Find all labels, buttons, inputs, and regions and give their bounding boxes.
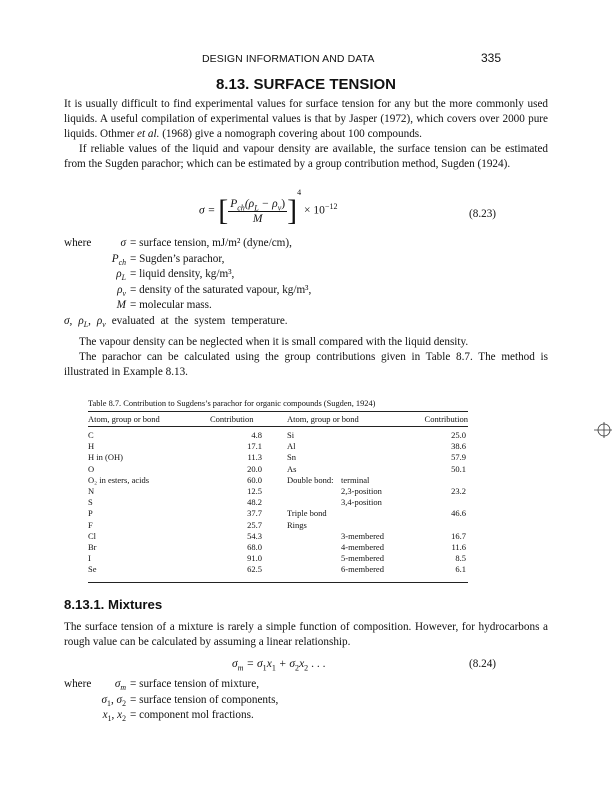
section-title: 8.13. SURFACE TENSION: [215, 76, 397, 93]
table-cell-atom: As: [287, 463, 297, 474]
table-cell-subtype: 3-membered: [341, 530, 384, 541]
table-cell-subtype: 3,4-position: [341, 497, 382, 508]
crop-mark-icon: [592, 420, 612, 440]
table-row: [88, 542, 468, 553]
table-cell-value: 54.3: [247, 530, 262, 541]
table-cell-value: 20.0: [247, 463, 262, 474]
paragraph-1: It is usually difficult to find experimental values for surface tension for any but the more commonly used liquids. A useful compilation of experimental values is that by Jasper (1972), which covers over 2000 pure liquids. Othmer et al. (1968) give a nomograph covering about 100 compounds.: [64, 98, 548, 140]
def-row: $\rho_L$ = liquid density, kg/m³,: [116, 268, 235, 283]
def-row: $x_1$, $x_2$ = component mol fractions.: [102, 709, 254, 724]
eq-lhs: σ =: [199, 204, 216, 217]
table-header: Contribution: [424, 414, 468, 424]
table-cell-value: 4.8: [251, 430, 262, 440]
table-caption: Table 8.7. Contribution to Sugdens’s parachor for organic compounds (Sugden, 1924): [88, 399, 376, 408]
table-cell-subtype: 6-membered: [341, 564, 384, 575]
table-cell-value: 50.1: [451, 463, 466, 474]
def-row: $\rho_v$ = density of the saturated vapour, kg/m³,: [117, 283, 312, 298]
def-row: M = molecular mass.: [116, 299, 212, 311]
table-row: [88, 520, 468, 531]
table-cell-value: 46.6: [451, 508, 466, 519]
table-cell-value: 17.1: [247, 441, 262, 452]
table-cell-atom: Triple bond: [287, 508, 327, 519]
table-cell-subtype: 2,3-position: [341, 486, 382, 496]
paragraph-4: The surface tension of a mixture is rarely a simple function of composition. However, for hydrocarbons a rough value can be calculated by assuming a linear relationship.: [64, 621, 548, 648]
table-cell-atom: Sn: [287, 452, 296, 463]
table-cell-atom: Se: [88, 564, 97, 575]
table-cell-value: 37.7: [247, 508, 262, 519]
table-header: Atom, group or bond: [88, 414, 160, 424]
def-row: where $\sigma_m$ = surface tension of mixture,: [64, 678, 260, 693]
definitions-8-24: [64, 677, 544, 724]
def-row: $\sigma_1$, $\sigma_2$ = surface tension of components,: [101, 693, 279, 708]
table-cell-atom: H: [88, 441, 95, 452]
table-cell-atom: Rings: [287, 519, 307, 530]
table-cell-atom: F: [88, 519, 93, 530]
table-cell-value: 12.5: [247, 486, 262, 496]
table-cell-value: 11.3: [247, 452, 262, 463]
subsection-title: 8.13.1. Mixtures: [64, 597, 163, 612]
table-cell-value: 25.7: [247, 519, 262, 530]
table-row: [88, 430, 468, 441]
table-cell-value: 8.5: [455, 553, 466, 564]
table-cell-value: 38.6: [451, 441, 466, 452]
page-number: 335: [481, 51, 502, 65]
table-cell-atom: H in (OH): [88, 452, 123, 463]
table-cell-atom: Al: [287, 441, 296, 452]
table-cell-value: 91.0: [247, 553, 262, 564]
table-cell-atom: Br: [88, 542, 97, 552]
table-cell-value: 23.2: [451, 486, 466, 496]
table-row: [88, 464, 468, 475]
paragraph-2: If reliable values of the liquid and vapour density are available, the surface tension can be estimated from the Sugden parachor; which can be estimated by a group contribution method, Sugden (1924).: [64, 143, 548, 170]
table-cell-subtype: terminal: [341, 474, 370, 485]
table-row: [88, 508, 468, 519]
table-row: [88, 531, 468, 542]
intro-paragraphs: [64, 97, 548, 172]
table-row: [88, 497, 468, 508]
table-cell-value: 57.9: [451, 452, 466, 463]
def-row: $P_{ch}$ = Sugden’s parachor,: [111, 252, 225, 267]
evaluated-line: σ, $\rho_L$, $\rho_v$ evaluated at the system temperature.: [64, 315, 288, 330]
table-row: [88, 441, 468, 452]
table-header-row: [88, 414, 468, 426]
table-row: [88, 486, 468, 497]
table-cell-atom: P: [88, 508, 93, 519]
table-cell-atom: O: [88, 463, 95, 474]
table-cell-atom: Double bond:: [287, 474, 334, 485]
table-row: [88, 553, 468, 564]
table-header-rule: [88, 426, 468, 427]
table-cell-value: 62.5: [247, 564, 262, 575]
table-body: [88, 430, 468, 580]
equation-number-8-24: (8.24): [469, 658, 497, 670]
table-row: [88, 564, 468, 575]
def-row: where σ = surface tension, mJ/m² (dyne/cm),: [64, 237, 292, 249]
table-cell-value: 60.0: [247, 474, 262, 485]
equation-8-24: $\sigma_m = \sigma_1x_1 + \sigma_2x_2$ . . .: [232, 658, 326, 673]
table-cell-atom: S: [88, 497, 93, 508]
table-cell-atom: Si: [287, 430, 295, 440]
table-cell-subtype: 5-membered: [341, 553, 384, 564]
equation-8-23: σ = [ $\frac{P_{ch}(\rho_L - \rho_v)}{M}$ ]$^4 \times 10^{-12}$: [199, 187, 338, 227]
table-cell-value: 11.6: [451, 542, 466, 552]
table-header: Contribution: [210, 414, 254, 424]
table-cell-value: 25.0: [451, 430, 466, 440]
eq-fraction: $\frac{P_{ch}(\rho_L - \rho_v)}{M}$: [230, 197, 286, 225]
running-title: DESIGN INFORMATION AND DATA: [202, 53, 375, 65]
table-cell-atom: O₂ in esters, acids: [88, 474, 150, 485]
table-cell-atom: I: [88, 553, 91, 564]
table-cell-value: 6.1: [455, 564, 466, 575]
table-bottom-rule: [88, 582, 468, 583]
table-row: [88, 475, 468, 486]
table-cell-value: 48.2: [247, 497, 262, 508]
table-cell-value: 16.7: [451, 530, 466, 541]
table-cell-subtype: 4-membered: [341, 542, 384, 552]
table-top-rule: [88, 411, 468, 412]
paragraph-3: The vapour density can be neglected when it is small compared with the liquid density. The parachor can be calculated using the group contributions given in Table 8.7. The method is illustrated in Example 8.13.: [64, 336, 548, 378]
table-cell-atom: N: [88, 486, 95, 496]
table-cell-atom: C: [88, 430, 94, 440]
table-cell-value: 68.0: [247, 542, 262, 552]
table-cell-atom: Cl: [88, 530, 97, 541]
table-row: [88, 452, 468, 463]
table-header: Atom, group or bond: [287, 414, 359, 424]
definitions-8-23: [64, 236, 544, 314]
equation-number-8-23: (8.23): [469, 208, 497, 220]
